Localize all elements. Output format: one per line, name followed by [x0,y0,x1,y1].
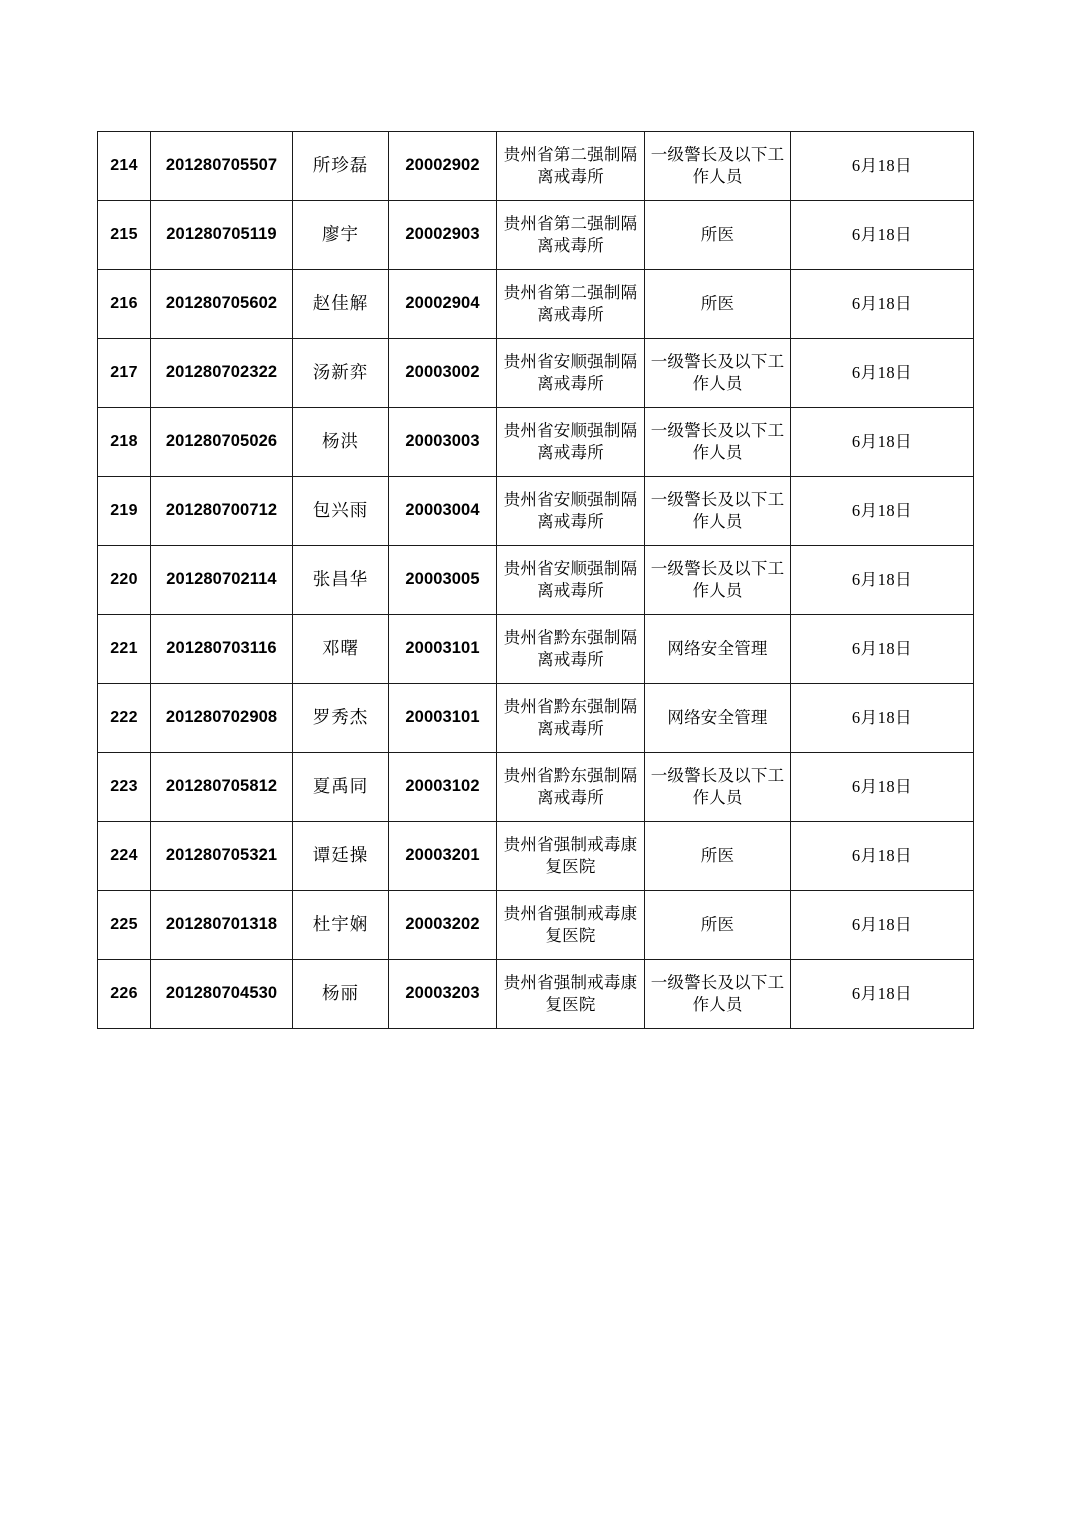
cell-interview-date: 6月18日 [791,684,974,753]
cell-recruiting-unit: 贵州省安顺强制隔离戒毒所 [497,408,645,477]
cell-position-category: 一级警长及以下工作人员 [645,132,791,201]
table-row [98,822,974,891]
cell-interview-date: 6月18日 [791,822,974,891]
cell-position-category: 一级警长及以下工作人员 [645,753,791,822]
cell-candidate-name: 夏禹同 [293,753,389,822]
cell-recruiting-unit: 贵州省第二强制隔离戒毒所 [497,270,645,339]
cell-candidate-name: 罗秀杰 [293,684,389,753]
cell-recruiting-unit: 贵州省安顺强制隔离戒毒所 [497,546,645,615]
cell-interview-date: 6月18日 [791,546,974,615]
cell-candidate-name: 汤新弈 [293,339,389,408]
cell-application-number: 201280702114 [151,546,293,615]
cell-interview-date: 6月18日 [791,753,974,822]
cell-position-code: 20003101 [389,684,497,753]
table-row [98,132,974,201]
cell-recruiting-unit: 贵州省黔东强制隔离戒毒所 [497,615,645,684]
cell-recruiting-unit: 贵州省黔东强制隔离戒毒所 [497,684,645,753]
table-row [98,546,974,615]
cell-interview-date: 6月18日 [791,615,974,684]
cell-recruiting-unit: 贵州省黔东强制隔离戒毒所 [497,753,645,822]
cell-position-category: 所医 [645,822,791,891]
cell-recruiting-unit: 贵州省强制戒毒康复医院 [497,822,645,891]
cell-application-number: 201280705321 [151,822,293,891]
cell-position-category: 一级警长及以下工作人员 [645,477,791,546]
table-row [98,477,974,546]
cell-candidate-name: 杨丽 [293,960,389,1029]
cell-candidate-name: 杜宇娴 [293,891,389,960]
cell-recruiting-unit: 贵州省强制戒毒康复医院 [497,960,645,1029]
table-row [98,615,974,684]
cell-application-number: 201280705812 [151,753,293,822]
cell-candidate-name: 包兴雨 [293,477,389,546]
roster-table-container [97,131,973,1029]
cell-interview-date: 6月18日 [791,408,974,477]
cell-application-number: 201280703116 [151,615,293,684]
cell-candidate-name: 谭廷操 [293,822,389,891]
cell-sequence-number: 215 [98,201,151,270]
cell-sequence-number: 214 [98,132,151,201]
table-row [98,960,974,1029]
cell-position-code: 20002903 [389,201,497,270]
cell-application-number: 201280702908 [151,684,293,753]
cell-candidate-name: 杨洪 [293,408,389,477]
table-row [98,201,974,270]
cell-sequence-number: 222 [98,684,151,753]
cell-position-category: 一级警长及以下工作人员 [645,408,791,477]
cell-position-code: 20002904 [389,270,497,339]
cell-application-number: 201280705119 [151,201,293,270]
cell-position-code: 20003005 [389,546,497,615]
cell-application-number: 201280704530 [151,960,293,1029]
cell-interview-date: 6月18日 [791,960,974,1029]
cell-application-number: 201280700712 [151,477,293,546]
cell-candidate-name: 邓曙 [293,615,389,684]
table-row [98,339,974,408]
table-row [98,891,974,960]
cell-sequence-number: 224 [98,822,151,891]
table-row [98,270,974,339]
cell-recruiting-unit: 贵州省第二强制隔离戒毒所 [497,201,645,270]
cell-interview-date: 6月18日 [791,201,974,270]
cell-candidate-name: 廖宇 [293,201,389,270]
cell-position-category: 一级警长及以下工作人员 [645,339,791,408]
cell-interview-date: 6月18日 [791,132,974,201]
cell-application-number: 201280705026 [151,408,293,477]
cell-sequence-number: 219 [98,477,151,546]
cell-sequence-number: 225 [98,891,151,960]
cell-sequence-number: 223 [98,753,151,822]
cell-sequence-number: 216 [98,270,151,339]
cell-application-number: 201280705602 [151,270,293,339]
cell-position-category: 网络安全管理 [645,684,791,753]
cell-sequence-number: 226 [98,960,151,1029]
table-row [98,408,974,477]
cell-application-number: 201280705507 [151,132,293,201]
cell-position-category: 所医 [645,201,791,270]
cell-recruiting-unit: 贵州省强制戒毒康复医院 [497,891,645,960]
cell-position-category: 一级警长及以下工作人员 [645,546,791,615]
cell-position-category: 所医 [645,891,791,960]
cell-sequence-number: 217 [98,339,151,408]
cell-application-number: 201280702322 [151,339,293,408]
cell-position-code: 20003003 [389,408,497,477]
cell-recruiting-unit: 贵州省第二强制隔离戒毒所 [497,132,645,201]
cell-sequence-number: 220 [98,546,151,615]
cell-position-category: 所医 [645,270,791,339]
cell-position-code: 20003101 [389,615,497,684]
cell-position-code: 20003102 [389,753,497,822]
cell-candidate-name: 赵佳解 [293,270,389,339]
cell-position-code: 20003202 [389,891,497,960]
roster-table-body [98,132,974,1029]
cell-position-code: 20003201 [389,822,497,891]
cell-position-category: 网络安全管理 [645,615,791,684]
cell-application-number: 201280701318 [151,891,293,960]
table-row [98,684,974,753]
cell-candidate-name: 所珍磊 [293,132,389,201]
cell-recruiting-unit: 贵州省安顺强制隔离戒毒所 [497,339,645,408]
cell-position-code: 20003203 [389,960,497,1029]
cell-position-category: 一级警长及以下工作人员 [645,960,791,1029]
cell-sequence-number: 221 [98,615,151,684]
cell-candidate-name: 张昌华 [293,546,389,615]
cell-interview-date: 6月18日 [791,270,974,339]
table-row [98,753,974,822]
cell-interview-date: 6月18日 [791,891,974,960]
cell-interview-date: 6月18日 [791,477,974,546]
cell-sequence-number: 218 [98,408,151,477]
roster-table [97,131,974,1029]
cell-position-code: 20003002 [389,339,497,408]
cell-interview-date: 6月18日 [791,339,974,408]
cell-position-code: 20003004 [389,477,497,546]
cell-recruiting-unit: 贵州省安顺强制隔离戒毒所 [497,477,645,546]
cell-position-code: 20002902 [389,132,497,201]
